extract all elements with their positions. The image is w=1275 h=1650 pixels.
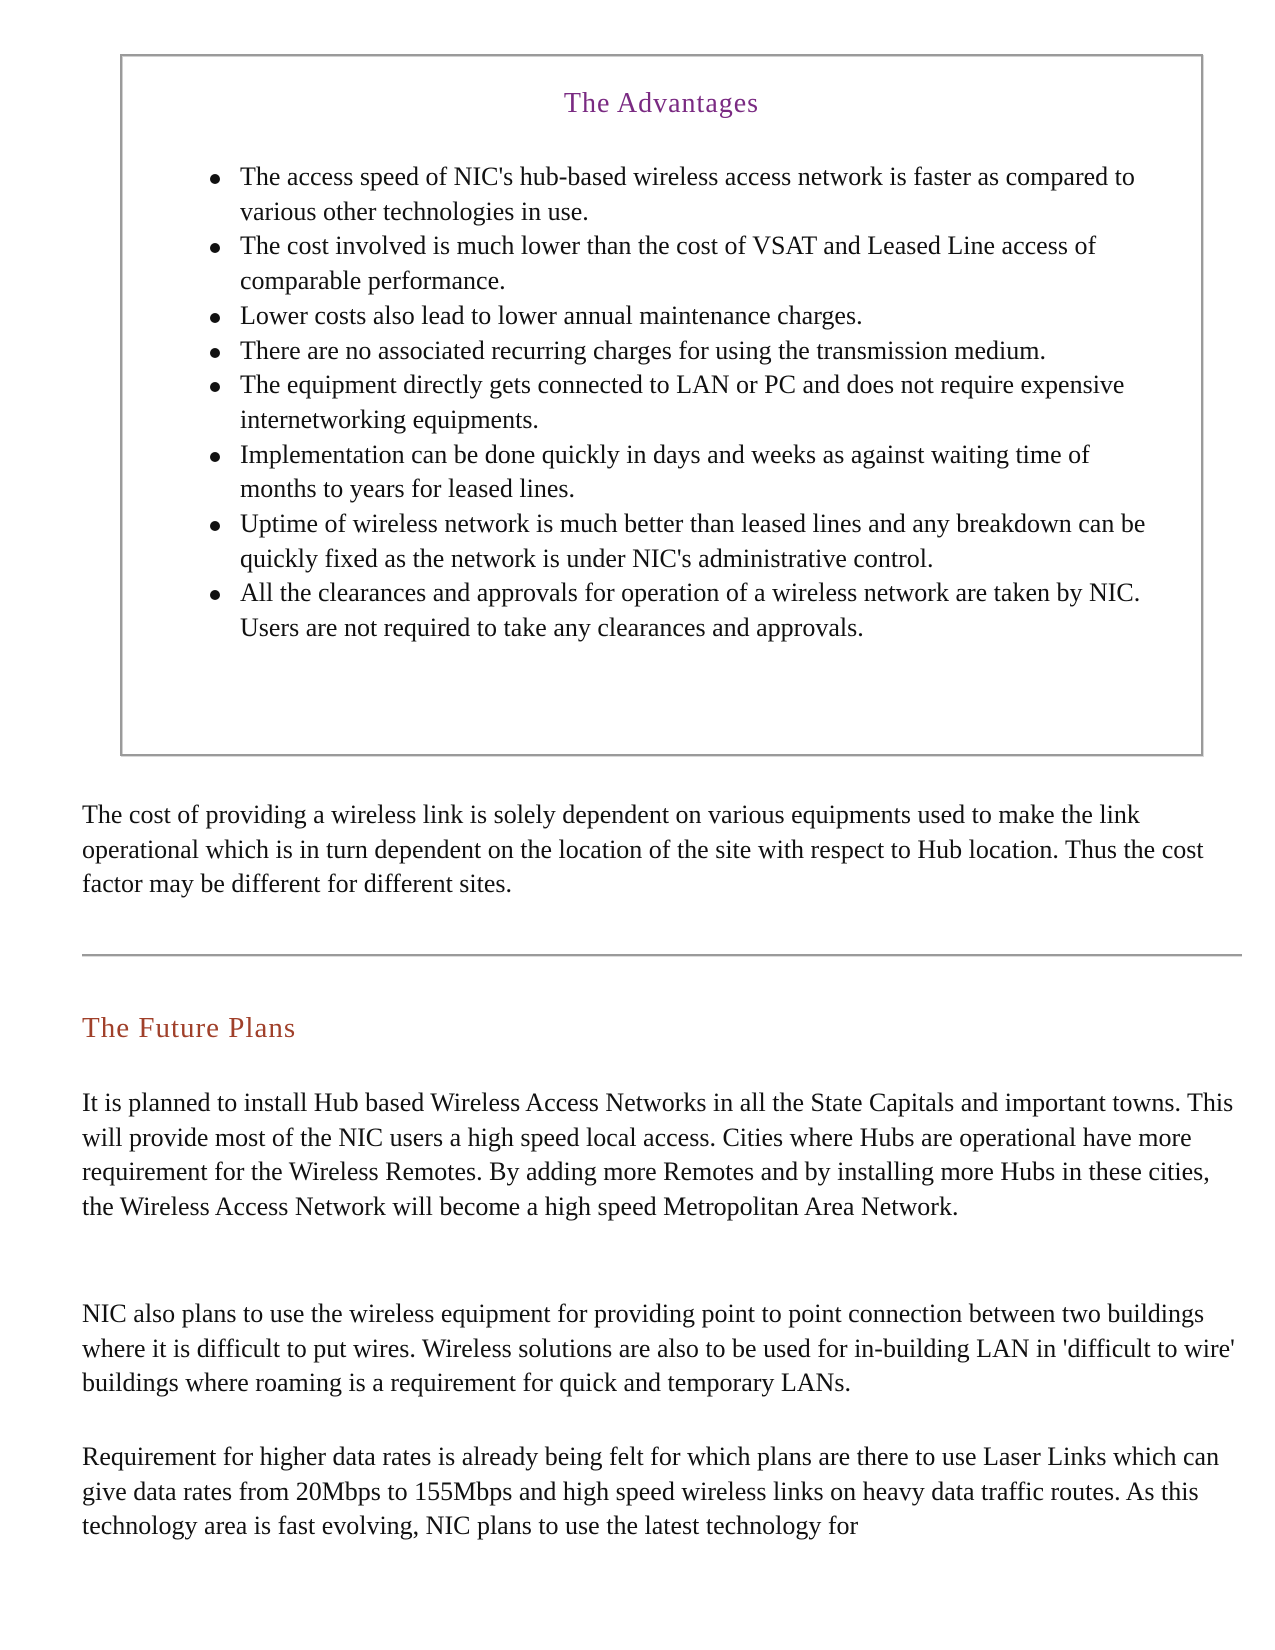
list-item [240, 229, 1160, 298]
bullet-icon [210, 174, 220, 184]
list-item-text: Implementation can be done quickly in days and weeks as against waiting time of months to years for leased lines. [240, 439, 1090, 504]
future-plans-paragraph-1: It is planned to install Hub based Wireless Access Networks in all the State Capitals and important towns. This will provide most of the NIC users a high speed local access. Cities where Hubs are operational have more requirement for the Wireless Remotes. By adding more Remotes and by installing more Hubs in these cities, the Wireless Access Network will become a high speed Metropolitan Area Network. [82, 1088, 1234, 1222]
list-item-text: Lower costs also lead to lower annual maintenance charges. [240, 300, 863, 330]
list-item [240, 160, 1160, 229]
cost-paragraph: The cost of providing a wireless link is solely dependent on various equipments used to make the link operational which is in turn dependent on the location of the site with respect to Hub location. Thus the cost factor may be different for different sites. [82, 800, 1204, 899]
list-item-text: The equipment directly gets connected to LAN or PC and does not require expensive internetworking equipments. [240, 370, 1125, 434]
bullet-icon [210, 243, 220, 253]
bullet-icon [210, 348, 220, 358]
list-item [240, 299, 1160, 334]
bullet-icon [210, 521, 220, 531]
bullet-icon [210, 313, 220, 323]
bullet-icon [210, 382, 220, 392]
list-item [240, 576, 1160, 645]
horizontal-rule [82, 954, 1242, 957]
bullet-icon [210, 452, 220, 462]
future-plans-heading: The Future Plans [82, 1012, 297, 1044]
list-item-text: All the clearances and approvals for operation of a wireless network are taken by NIC. Users are not required to take any clearances and approvals. [240, 578, 1141, 643]
future-plans-paragraph-2: NIC also plans to use the wireless equipment for providing point to point connection between two buildings where it is difficult to put wires. Wireless solutions are also to be used for in-building LAN in 'difficult to wire' buildings where roaming is a requirement for quick and temporary LANs. [82, 1299, 1235, 1398]
list-item [240, 334, 1160, 369]
list-item-text: The access speed of NIC's hub-based wireless access network is faster as compared to various other technologies in use. [240, 162, 1135, 226]
list-item-text: Uptime of wireless network is much better than leased lines and any breakdown can be quickly fixed as the network is under NIC's administrative control. [240, 509, 1146, 573]
bullet-icon [210, 590, 220, 600]
advantages-title: The Advantages [563, 88, 760, 119]
advantages-box [120, 54, 1203, 756]
list-item [240, 507, 1160, 576]
list-item [240, 368, 1160, 437]
advantages-list [240, 160, 1160, 646]
list-item-text: The cost involved is much lower than the cost of VSAT and Leased Line access of comparable performance. [240, 231, 1097, 296]
list-item-text: There are no associated recurring charges for using the transmission medium. [240, 335, 1046, 365]
future-plans-paragraph-3: Requirement for higher data rates is already being felt for which plans are there to use Laser Links which can give data rates from 20Mbps to 155Mbps and high speed wireless links on heavy data traffic routes. As this technology area is fast evolving, NIC plans to use the latest technology for [82, 1442, 1220, 1541]
list-item [240, 438, 1160, 507]
